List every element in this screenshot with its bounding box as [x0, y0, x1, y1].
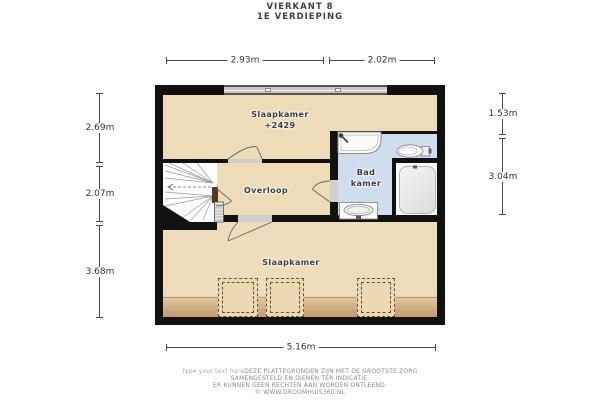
plan-subtitle: 1E VERDIEPING — [256, 12, 344, 22]
stair-walkline-arrow-icon — [168, 184, 211, 190]
dim-tick — [329, 57, 330, 64]
disclaimer-line-1 — [0, 368, 600, 375]
dimension-label: 2.93m — [228, 56, 263, 66]
dim-tick — [96, 317, 103, 318]
floorplan-drawing — [155, 85, 445, 325]
dim-tick — [499, 93, 506, 94]
dim-tick — [499, 134, 506, 135]
dim-tick — [434, 57, 435, 64]
shower-head-icon — [413, 166, 417, 169]
room-name: kamer — [350, 179, 382, 188]
dimension-right-2 — [488, 138, 518, 215]
dimension-label: 2.07m — [85, 189, 115, 199]
room-code: +2429 — [264, 121, 296, 130]
disclaimer-text: DEZE PLATTEGRONDEN ZIJN MET DE GROOTSTE ZORG — [244, 368, 418, 375]
dimension-label: 2.69m — [85, 123, 115, 133]
disclaimer-line-2: SAMENGESTELD EN DIENEN TER INDICATIE. — [230, 375, 370, 382]
dim-tick — [499, 138, 506, 139]
dim-tick — [96, 93, 103, 94]
copyright-line: © WWW.DROOMHUIS360.NL — [254, 389, 346, 396]
dim-tick — [166, 344, 167, 351]
dim-tick — [323, 57, 324, 64]
door-swing-bedroom-top — [228, 147, 262, 159]
plan-title: VIERKANT 8 — [266, 2, 334, 12]
landing-label — [206, 185, 326, 196]
room-name: Bad — [356, 168, 376, 177]
dimension-label: 3.04m — [488, 171, 518, 182]
bedroom-bottom-label — [211, 257, 371, 268]
room-name: Slaapkamer — [251, 110, 309, 119]
dim-tick — [96, 225, 103, 226]
bathtub-icon — [338, 132, 381, 154]
room-name: Slaapkamer — [262, 258, 320, 267]
dim-tick — [96, 221, 103, 222]
dimension-label: 3.68m — [85, 266, 115, 277]
bathroom-label — [326, 167, 406, 189]
bedroom-top-label — [210, 109, 350, 131]
dimension-bottom — [166, 342, 436, 353]
dimension-label: 5.16m — [284, 343, 319, 353]
dimension-top-2 — [329, 55, 435, 66]
dimension-left-1 — [85, 93, 115, 163]
dimension-label: 1.53m — [488, 109, 518, 119]
dim-tick — [96, 162, 103, 163]
dimension-top-1 — [166, 55, 324, 66]
chamfer-wall — [163, 205, 190, 222]
dimension-left-2 — [85, 166, 115, 222]
sink-icon — [340, 203, 378, 220]
placeholder-text: type your text here — [182, 368, 245, 375]
dim-tick — [499, 214, 506, 215]
disclaimer-line-3: ER KUNNEN GEEN RECHTEN AAN WORDEN ONTLEEND. — [212, 382, 388, 389]
door-swing-bedroom-bottom — [228, 222, 272, 241]
room-name: Overloop — [243, 186, 289, 195]
dimension-right-1 — [488, 93, 518, 135]
dimension-label: 2.02m — [365, 56, 400, 66]
dim-tick — [435, 344, 436, 351]
dim-tick — [96, 166, 103, 167]
dim-tick — [166, 57, 167, 64]
toilet-icon — [397, 145, 432, 157]
stair-door-leaf — [215, 202, 224, 222]
dimension-left-3 — [85, 225, 115, 318]
